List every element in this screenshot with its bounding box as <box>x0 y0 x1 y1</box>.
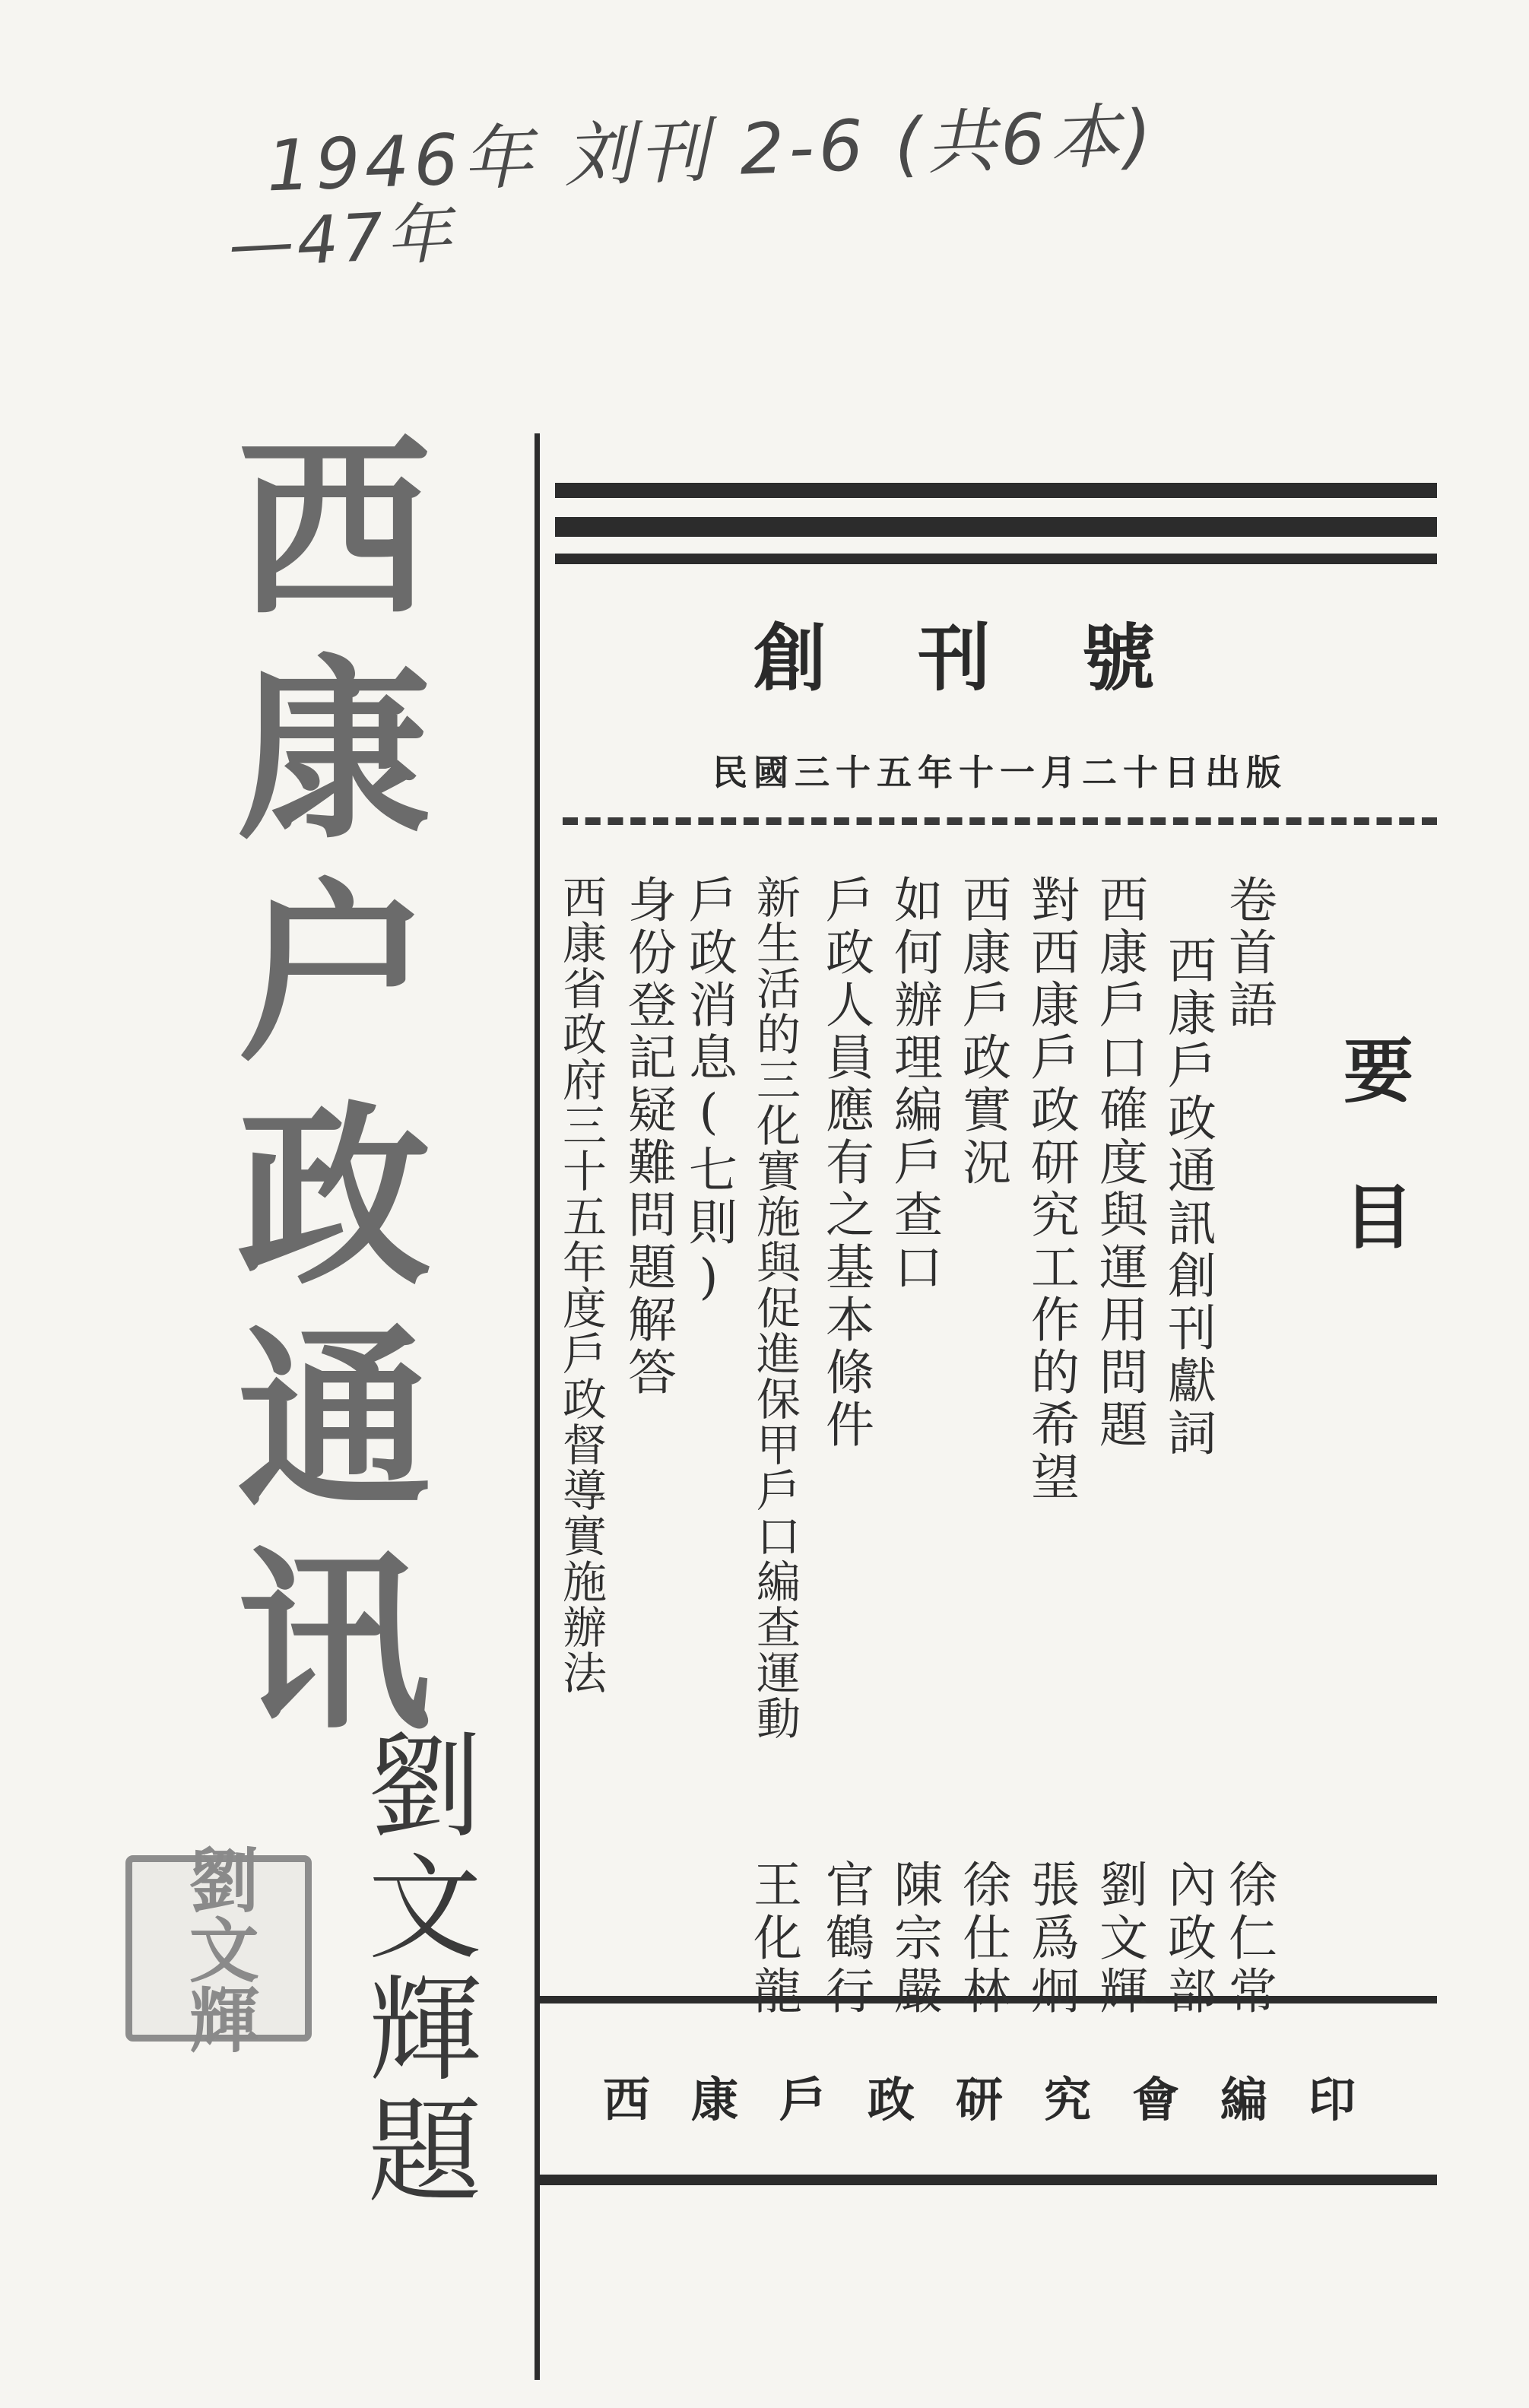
header-rule-3 <box>555 554 1437 564</box>
calligrapher-signature: 劉文輝題 <box>348 1726 481 2213</box>
publisher-line: 西康戶政研究會編印 <box>602 2072 1397 2127</box>
toc-entry: 西康省政府三十五年度戶政督導實施辦法 <box>555 874 607 1696</box>
toc-entry: 卷首語 <box>1220 874 1277 1032</box>
handwritten-note-line1: 1946年 刘刊 2-6 (共6本) <box>265 94 1158 208</box>
toc-entry: 身份登記疑難問題解答 <box>620 874 676 1399</box>
author-name: 官鶴行 <box>817 1859 874 2019</box>
header-rule-1 <box>555 483 1437 498</box>
journal-title: 西康户政通讯 <box>204 426 431 1762</box>
toc-entry: 戶政消息(七則) <box>680 874 737 1309</box>
contents-heading: 要目 <box>1332 1034 1414 1326</box>
wavy-divider <box>563 817 1437 825</box>
seal-text: 劉文輝 <box>177 1843 260 2054</box>
header-rule-2 <box>555 517 1437 537</box>
toc-entry: 如何辦理編戶查口 <box>886 874 942 1294</box>
issue-label: 創刊號 <box>753 615 1246 701</box>
toc-entry: 對西康戶政研究工作的希望 <box>1023 874 1079 1504</box>
author-name: 王化龍 <box>745 1859 801 2019</box>
author-name: 徐仕林 <box>954 1859 1010 2019</box>
author-name: 內政部 <box>1159 1859 1216 2019</box>
publication-date: 民國三十五年十一月二十日出版 <box>712 752 1287 793</box>
handwritten-note-line2: —47年 <box>227 195 457 284</box>
toc-entry: 戶政人員應有之基本條件 <box>817 874 874 1451</box>
author-name: 陳宗嚴 <box>886 1859 942 2019</box>
toc-entry: 西康戶政實況 <box>954 874 1010 1189</box>
footer-rule-2 <box>540 2175 1437 2185</box>
seal-stamp <box>125 1843 312 2054</box>
frame-vertical-rule <box>535 433 540 2380</box>
author-name: 張爲炯 <box>1023 1859 1079 2019</box>
author-name: 徐仁常 <box>1220 1859 1277 2019</box>
toc-entry: 西康戶口確度與運用問題 <box>1091 874 1147 1451</box>
toc-entry: 西康戶政通訊創刊獻詞 <box>1159 935 1216 1460</box>
toc-entry: 新生活的三化實施與促進保甲戶口編查運動 <box>749 874 801 1741</box>
author-name: 劉文輝 <box>1091 1859 1147 2019</box>
